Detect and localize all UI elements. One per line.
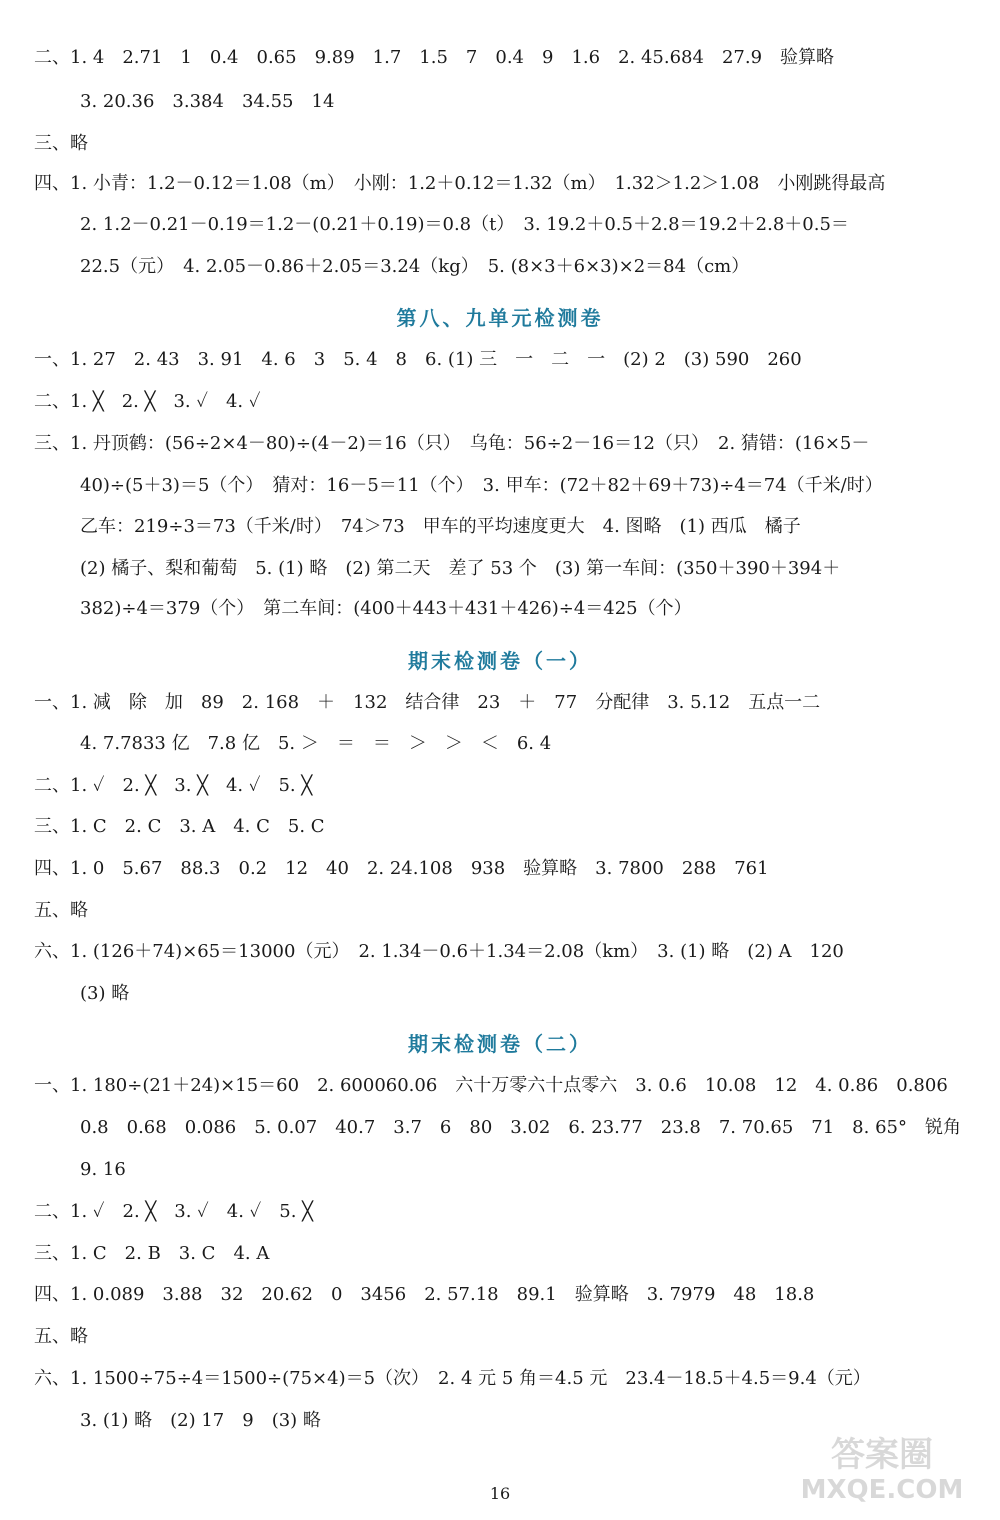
line-text: 22.5（元） 4. 2.05－0.86＋2.05＝3.24（kg） 5. (8×3＋6×3)×2＝84（cm）	[80, 256, 750, 277]
line-text: 二、1. ╳ 2. ╳ 3. ✓ 4. ✓	[34, 391, 261, 412]
section-title-final-1: 期末检测卷（一）	[408, 649, 592, 673]
text-line	[80, 255, 1000, 279]
line-text: 五、略	[34, 1326, 88, 1347]
text-line	[80, 515, 1000, 539]
text-line	[34, 1074, 1000, 1098]
text-line	[80, 557, 1000, 581]
text-line	[80, 597, 1000, 621]
text-line	[80, 732, 1000, 756]
text-line	[34, 132, 1000, 156]
section-title-unit-8-9: 第八、九单元检测卷	[396, 306, 604, 330]
text-line	[34, 1200, 1000, 1224]
text-line	[80, 1158, 1000, 1182]
text-line	[80, 213, 1000, 237]
line-text: 一、1. 180÷(21＋24)×15＝60 2. 600060.06 六十万零六十点零六 3. 0.6 10.08 12 4. 0.86 0.806	[34, 1075, 948, 1096]
text-line	[80, 982, 1000, 1006]
line-text: (3) 略	[80, 983, 130, 1004]
line-text: 三、1. 丹顶鹤：(56÷2×4－80)÷(4－2)＝16（只） 乌龟：56÷2－16＝12（只） 2. 猜错：(16×5－	[34, 433, 870, 454]
line-text: 3. 20.36 3.384 34.55 14	[80, 91, 335, 112]
watermark-top-text: 答案圈	[831, 1435, 933, 1475]
text-line	[34, 940, 1000, 964]
text-line	[34, 815, 1000, 839]
line-text: 40)÷(5＋3)＝5（个） 猜对：16－5＝11（个） 3. 甲车：(72＋82＋69＋73)÷4＝74（千米/时）	[80, 475, 883, 496]
line-text: 0.8 0.68 0.086 5. 0.07 40.7 3.7 6 80 3.02 6. 23.77 23.8 7. 70.65 71 8. 65° 锐角	[80, 1117, 961, 1138]
text-line	[80, 474, 1000, 498]
text-line	[34, 46, 1000, 70]
text-line	[34, 348, 1000, 372]
line-text: 9. 16	[80, 1159, 126, 1180]
line-text: 3. (1) 略 (2) 17 9 (3) 略	[80, 1410, 321, 1431]
line-text: 二、1. ✓ 2. ╳ 3. ✓ 4. ✓ 5. ╳	[34, 1201, 313, 1222]
line-text: 382)÷4＝379（个） 第二车间：(400＋443＋431＋426)÷4＝425（个）	[80, 598, 692, 619]
line-text: 三、1. C 2. C 3. A 4. C 5. C	[34, 816, 325, 837]
section-title-final-2: 期末检测卷（二）	[408, 1032, 592, 1056]
text-line	[34, 1325, 1000, 1349]
watermark-bottom-text: MXQE.COM	[800, 1475, 964, 1505]
line-text: 二、1. 4 2.71 1 0.4 0.65 9.89 1.7 1.5 7 0.4 9 1.6 2. 45.684 27.9 验算略	[34, 47, 835, 68]
text-line	[34, 172, 1000, 196]
line-text: 四、1. 0.089 3.88 32 20.62 0 3456 2. 57.18 89.1 验算略 3. 7979 48 18.8	[34, 1284, 815, 1305]
text-line	[34, 857, 1000, 881]
text-line	[34, 390, 1000, 414]
text-line	[34, 1367, 1000, 1391]
text-line	[34, 774, 1000, 798]
line-text: 二、1. ✓ 2. ╳ 3. ╳ 4. ✓ 5. ╳	[34, 775, 313, 796]
line-text: 三、1. C 2. B 3. C 4. A	[34, 1243, 270, 1264]
line-text: 2. 1.2－0.21－0.19＝1.2－(0.21＋0.19)＝0.8（t） 3. 19.2＋0.5＋2.8＝19.2＋2.8＋0.5＝	[80, 214, 849, 235]
line-text: 三、略	[34, 133, 88, 154]
line-text: 四、1. 小青：1.2－0.12＝1.08（m） 小刚：1.2＋0.12＝1.32（m） 1.32＞1.2＞1.08 小刚跳得最高	[34, 173, 886, 194]
line-text: 五、略	[34, 900, 88, 921]
line-text: 一、1. 减 除 加 89 2. 168 ＋ 132 结合律 23 ＋ 77 分配律 3. 5.12 五点一二	[34, 692, 821, 713]
text-line	[34, 691, 1000, 715]
line-text: (2) 橘子、梨和葡萄 5. (1) 略 (2) 第二天 差了 53 个 (3) 第一车间：(350＋390＋394＋	[80, 558, 841, 579]
page-number: 16	[489, 1484, 511, 1503]
text-line	[80, 1116, 1000, 1140]
text-line	[34, 1283, 1000, 1307]
text-line	[80, 90, 1000, 114]
text-line	[34, 432, 1000, 456]
line-text: 四、1. 0 5.67 88.3 0.2 12 40 2. 24.108 938 验算略 3. 7800 288 761	[34, 858, 769, 879]
line-text: 乙车：219÷3＝73（千米/时） 74＞73 甲车的平均速度更大 4. 图略 (1) 西瓜 橘子	[80, 516, 801, 537]
line-text: 六、1. 1500÷75÷4＝1500÷(75×4)＝5（次） 2. 4 元 5 角＝4.5 元 23.4－18.5＋4.5＝9.4（元）	[34, 1368, 871, 1389]
text-line	[34, 899, 1000, 923]
line-text: 六、1. (126＋74)×65＝13000（元） 2. 1.34－0.6＋1.34＝2.08（km） 3. (1) 略 (2) A 120	[34, 941, 844, 962]
line-text: 一、1. 27 2. 43 3. 91 4. 6 3 5. 4 8 6. (1) 三 一 二 一 (2) 2 (3) 590 260	[34, 349, 802, 370]
text-line	[34, 1242, 1000, 1266]
watermark-logo-icon	[782, 1426, 982, 1506]
line-text: 4. 7.7833 亿 7.8 亿 5. ＞ ＝ ＝ ＞ ＞ ＜ 6. 4	[80, 733, 552, 754]
